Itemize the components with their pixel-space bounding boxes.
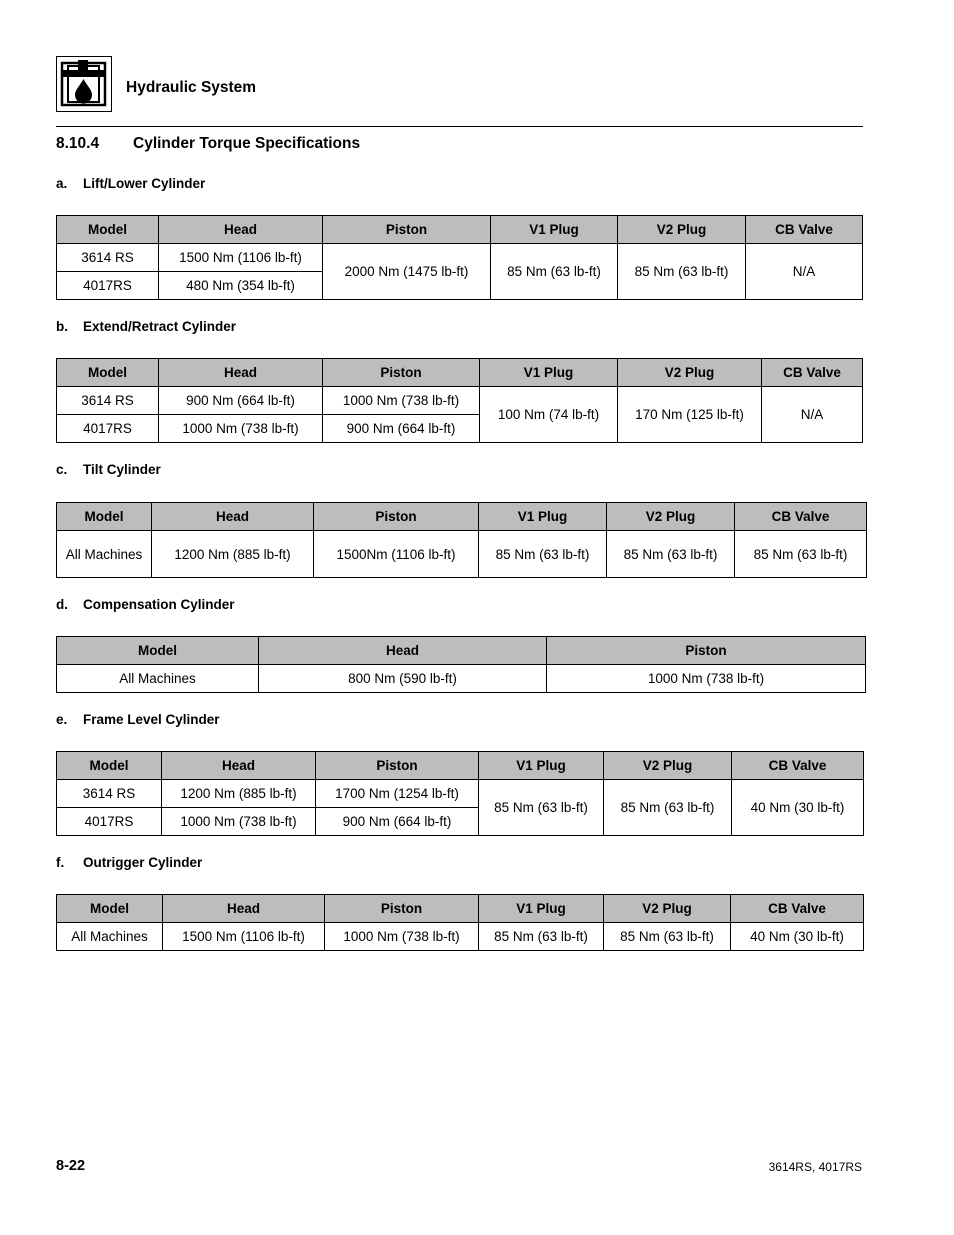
cell-model: All Machines xyxy=(57,665,259,693)
table-header-row xyxy=(57,752,864,780)
table-row xyxy=(57,665,866,693)
header-cell-cb-valve: CB Valve xyxy=(731,895,864,923)
table-row xyxy=(57,244,863,272)
header-cell-v2-plug: V2 Plug xyxy=(618,216,746,244)
outrigger-torque-table xyxy=(56,894,864,951)
table-row xyxy=(57,531,867,578)
table-header-row xyxy=(57,503,867,531)
cell-model: 4017RS xyxy=(57,808,162,836)
section-title: Cylinder Torque Specifications xyxy=(133,135,361,152)
header-cell-v1-plug: V1 Plug xyxy=(479,503,607,531)
extend-retract-torque-table xyxy=(56,358,863,443)
table-header-row xyxy=(57,895,864,923)
cell-head: 480 Nm (354 lb-ft) xyxy=(159,272,323,300)
cell-v2-plug: 85 Nm (63 lb-ft) xyxy=(604,923,731,951)
subsection-heading-frame-level xyxy=(56,712,220,727)
header-cell-model: Model xyxy=(57,216,159,244)
header-cell-v2-plug: V2 Plug xyxy=(618,359,762,387)
cell-model: 3614 RS xyxy=(57,244,159,272)
cell-piston: 1000 Nm (738 lb-ft) xyxy=(325,923,479,951)
header-cell-model: Model xyxy=(57,503,152,531)
cell-cb-valve: 85 Nm (63 lb-ft) xyxy=(735,531,867,578)
header-cell-v2-plug: V2 Plug xyxy=(607,503,735,531)
subsection-title: Lift/Lower Cylinder xyxy=(83,176,206,191)
header-cell-model: Model xyxy=(57,637,259,665)
table-header-row xyxy=(57,359,863,387)
cell-head: 800 Nm (590 lb-ft) xyxy=(259,665,547,693)
header-cell-v2-plug: V2 Plug xyxy=(604,895,731,923)
cell-cb-valve: 40 Nm (30 lb-ft) xyxy=(732,780,864,836)
cell-cb-valve: 40 Nm (30 lb-ft) xyxy=(731,923,864,951)
header-cell-head: Head xyxy=(259,637,547,665)
subsection-letter: b. xyxy=(56,319,68,334)
header-cell-v1-plug: V1 Plug xyxy=(479,752,604,780)
cell-piston: 900 Nm (664 lb-ft) xyxy=(316,808,479,836)
header-cell-v1-plug: V1 Plug xyxy=(491,216,618,244)
cell-model: 3614 RS xyxy=(57,387,159,415)
header-cell-model: Model xyxy=(57,752,162,780)
subsection-heading-outrigger xyxy=(56,855,202,870)
header-cell-head: Head xyxy=(152,503,314,531)
header-cell-cb-valve: CB Valve xyxy=(732,752,864,780)
cell-piston: 1000 Nm (738 lb-ft) xyxy=(547,665,866,693)
header-cell-model: Model xyxy=(57,359,159,387)
lift-lower-torque-table xyxy=(56,215,863,300)
subsection-title: Outrigger Cylinder xyxy=(83,855,203,870)
cell-model: 4017RS xyxy=(57,272,159,300)
cell-model: 3614 RS xyxy=(57,780,162,808)
hydraulic-cylinder-icon xyxy=(56,56,112,112)
cell-piston: 1500Nm (1106 lb-ft) xyxy=(314,531,479,578)
subsection-heading-compensation xyxy=(56,597,235,612)
cell-head: 1200 Nm (885 lb-ft) xyxy=(162,780,316,808)
header-cell-model: Model xyxy=(57,895,163,923)
cell-v2-plug: 85 Nm (63 lb-ft) xyxy=(604,780,732,836)
cell-head: 1500 Nm (1106 lb-ft) xyxy=(163,923,325,951)
cell-head: 1000 Nm (738 lb-ft) xyxy=(159,415,323,443)
cell-piston: 1700 Nm (1254 lb-ft) xyxy=(316,780,479,808)
table-header-row xyxy=(57,637,866,665)
header-cell-head: Head xyxy=(162,752,316,780)
footer-model-list: 3614RS, 4017RS xyxy=(768,1160,862,1174)
header-cell-v2-plug: V2 Plug xyxy=(604,752,732,780)
subsection-heading-lift-lower xyxy=(56,176,205,191)
cell-piston: 2000 Nm (1475 lb-ft) xyxy=(323,244,491,300)
header-cell-cb-valve: CB Valve xyxy=(746,216,863,244)
cell-v2-plug: 85 Nm (63 lb-ft) xyxy=(607,531,735,578)
table-row xyxy=(57,780,864,808)
table-row xyxy=(57,923,864,951)
header-cell-piston: Piston xyxy=(547,637,866,665)
subsection-heading-tilt xyxy=(56,462,161,477)
cell-cb-valve: N/A xyxy=(762,387,863,443)
header-cell-head: Head xyxy=(159,216,323,244)
subsection-letter: a. xyxy=(56,176,68,191)
cell-model: 4017RS xyxy=(57,415,159,443)
header-cell-head: Head xyxy=(159,359,323,387)
subsection-title: Tilt Cylinder xyxy=(83,462,161,477)
table-header-row xyxy=(57,216,863,244)
compensation-torque-table xyxy=(56,636,866,693)
subsection-letter: c. xyxy=(56,462,68,477)
cell-v1-plug: 85 Nm (63 lb-ft) xyxy=(479,923,604,951)
header-cell-v1-plug: V1 Plug xyxy=(479,895,604,923)
cell-piston: 1000 Nm (738 lb-ft) xyxy=(323,387,480,415)
table-row xyxy=(57,387,863,415)
subsection-letter: d. xyxy=(56,597,68,612)
header-cell-piston: Piston xyxy=(316,752,479,780)
cell-v2-plug: 85 Nm (63 lb-ft) xyxy=(618,244,746,300)
header-cell-piston: Piston xyxy=(323,216,491,244)
cell-model: All Machines xyxy=(57,531,152,578)
subsection-heading-extend-retract xyxy=(56,319,236,334)
header-cell-piston: Piston xyxy=(323,359,480,387)
cell-v2-plug: 170 Nm (125 lb-ft) xyxy=(618,387,762,443)
cell-v1-plug: 85 Nm (63 lb-ft) xyxy=(479,531,607,578)
cell-model: All Machines xyxy=(57,923,163,951)
frame-level-torque-table xyxy=(56,751,864,836)
header-title: Hydraulic System xyxy=(126,79,257,96)
page-number: 8-22 xyxy=(56,1158,86,1174)
header-divider xyxy=(56,126,863,127)
subsection-title: Compensation Cylinder xyxy=(83,597,235,612)
subsection-title: Extend/Retract Cylinder xyxy=(83,319,237,334)
subsection-letter: e. xyxy=(56,712,68,727)
cell-head: 1000 Nm (738 lb-ft) xyxy=(162,808,316,836)
section-number: 8.10.4 xyxy=(56,135,100,152)
header-cell-cb-valve: CB Valve xyxy=(762,359,863,387)
header-cell-cb-valve: CB Valve xyxy=(735,503,867,531)
header-cell-head: Head xyxy=(163,895,325,923)
header-cell-v1-plug: V1 Plug xyxy=(480,359,618,387)
cell-head: 1500 Nm (1106 lb-ft) xyxy=(159,244,323,272)
tilt-torque-table xyxy=(56,502,867,578)
subsection-letter: f. xyxy=(56,855,65,870)
cell-head: 900 Nm (664 lb-ft) xyxy=(159,387,323,415)
subsection-title: Frame Level Cylinder xyxy=(83,712,220,727)
cell-piston: 900 Nm (664 lb-ft) xyxy=(323,415,480,443)
header-cell-piston: Piston xyxy=(325,895,479,923)
cell-v1-plug: 85 Nm (63 lb-ft) xyxy=(491,244,618,300)
header-cell-piston: Piston xyxy=(314,503,479,531)
cell-cb-valve: N/A xyxy=(746,244,863,300)
cell-head: 1200 Nm (885 lb-ft) xyxy=(152,531,314,578)
cell-v1-plug: 100 Nm (74 lb-ft) xyxy=(480,387,618,443)
cell-v1-plug: 85 Nm (63 lb-ft) xyxy=(479,780,604,836)
